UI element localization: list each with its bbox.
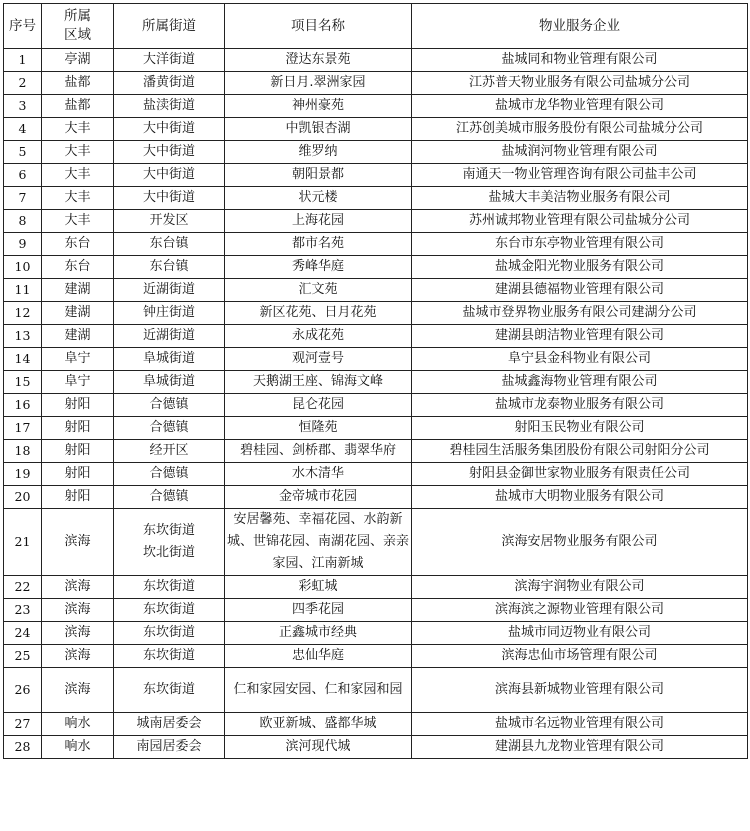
cell-no: 15 <box>4 371 42 394</box>
cell-street: 大中街道 <box>114 164 225 187</box>
table-row <box>4 622 748 645</box>
cell-company: 盐城市名远物业管理有限公司 <box>412 713 748 736</box>
cell-region: 射阳 <box>42 417 114 440</box>
cell-company: 盐城市同迈物业有限公司 <box>412 622 748 645</box>
cell-region: 大丰 <box>42 118 114 141</box>
cell-project: 维罗纳 <box>225 141 412 164</box>
cell-street: 城南居委会 <box>114 713 225 736</box>
header-street: 所属街道 <box>114 4 225 49</box>
cell-no: 4 <box>4 118 42 141</box>
cell-company: 盐城鑫海物业管理有限公司 <box>412 371 748 394</box>
cell-project: 仁和家园安园、仁和家园和园 <box>225 668 412 713</box>
cell-region: 大丰 <box>42 210 114 233</box>
cell-project: 恒隆苑 <box>225 417 412 440</box>
cell-no: 19 <box>4 463 42 486</box>
cell-region: 盐都 <box>42 72 114 95</box>
cell-project: 朝阳景都 <box>225 164 412 187</box>
cell-project: 金帝城市花园 <box>225 486 412 509</box>
table-row <box>4 463 748 486</box>
cell-no: 10 <box>4 256 42 279</box>
cell-project: 中凯银杏湖 <box>225 118 412 141</box>
cell-no: 21 <box>4 509 42 576</box>
cell-street: 南园居委会 <box>114 736 225 759</box>
cell-project: 永成花苑 <box>225 325 412 348</box>
table-row <box>4 576 748 599</box>
cell-street: 合德镇 <box>114 486 225 509</box>
cell-region: 滨海 <box>42 509 114 576</box>
table-row <box>4 713 748 736</box>
cell-region: 响水 <box>42 713 114 736</box>
cell-company: 盐城市大明物业服务有限公司 <box>412 486 748 509</box>
cell-project: 观河壹号 <box>225 348 412 371</box>
cell-project: 昆仑花园 <box>225 394 412 417</box>
header-region: 所属 区域 <box>42 4 114 49</box>
cell-project: 澄达东景苑 <box>225 49 412 72</box>
cell-company: 盐城润河物业管理有限公司 <box>412 141 748 164</box>
cell-no: 24 <box>4 622 42 645</box>
cell-street: 东坎街道 <box>114 622 225 645</box>
cell-project: 上海花园 <box>225 210 412 233</box>
cell-company: 江苏普天物业服务有限公司盐城分公司 <box>412 72 748 95</box>
table-row <box>4 49 748 72</box>
cell-region: 阜宁 <box>42 348 114 371</box>
cell-no: 6 <box>4 164 42 187</box>
cell-region: 滨海 <box>42 645 114 668</box>
table-row <box>4 486 748 509</box>
cell-company: 阜宁县金科物业有限公司 <box>412 348 748 371</box>
cell-region: 滨海 <box>42 668 114 713</box>
cell-no: 12 <box>4 302 42 325</box>
header-project: 项目名称 <box>225 4 412 49</box>
cell-region: 亭湖 <box>42 49 114 72</box>
cell-street: 东坎街道 <box>114 576 225 599</box>
cell-company: 苏州诚邦物业管理有限公司盐城分公司 <box>412 210 748 233</box>
cell-project: 汇文苑 <box>225 279 412 302</box>
cell-street: 东台镇 <box>114 233 225 256</box>
cell-company: 建湖县朗洁物业管理有限公司 <box>412 325 748 348</box>
cell-project: 神州豪苑 <box>225 95 412 118</box>
cell-region: 大丰 <box>42 141 114 164</box>
cell-no: 23 <box>4 599 42 622</box>
cell-no: 9 <box>4 233 42 256</box>
property-table <box>3 3 748 759</box>
cell-company: 盐城同和物业管理有限公司 <box>412 49 748 72</box>
cell-company: 盐城市登界物业服务有限公司建湖分公司 <box>412 302 748 325</box>
table-row <box>4 118 748 141</box>
cell-no: 20 <box>4 486 42 509</box>
header-no: 序号 <box>4 4 42 49</box>
cell-region: 滨海 <box>42 576 114 599</box>
cell-no: 18 <box>4 440 42 463</box>
cell-project: 忠仙华庭 <box>225 645 412 668</box>
cell-no: 28 <box>4 736 42 759</box>
cell-region: 滨海 <box>42 599 114 622</box>
cell-no: 27 <box>4 713 42 736</box>
cell-region: 建湖 <box>42 325 114 348</box>
table-row <box>4 417 748 440</box>
table-row <box>4 325 748 348</box>
cell-street: 合德镇 <box>114 394 225 417</box>
cell-company: 盐城大丰美洁物业服务有限公司 <box>412 187 748 210</box>
cell-street: 经开区 <box>114 440 225 463</box>
cell-company: 碧桂园生活服务集团股份有限公司射阳分公司 <box>412 440 748 463</box>
table-row <box>4 736 748 759</box>
cell-no: 14 <box>4 348 42 371</box>
table-row <box>4 233 748 256</box>
cell-region: 滨海 <box>42 622 114 645</box>
cell-company: 滨海宇润物业有限公司 <box>412 576 748 599</box>
table-row <box>4 302 748 325</box>
cell-company: 盐城市龙华物业管理有限公司 <box>412 95 748 118</box>
cell-company: 射阳县金御世家物业服务有限责任公司 <box>412 463 748 486</box>
cell-region: 大丰 <box>42 187 114 210</box>
table-row <box>4 141 748 164</box>
table-row <box>4 348 748 371</box>
cell-region: 盐都 <box>42 95 114 118</box>
cell-no: 5 <box>4 141 42 164</box>
table-row <box>4 440 748 463</box>
cell-project: 水木清华 <box>225 463 412 486</box>
cell-street: 近湖街道 <box>114 325 225 348</box>
header-company: 物业服务企业 <box>412 4 748 49</box>
cell-project: 秀峰华庭 <box>225 256 412 279</box>
cell-street: 大洋街道 <box>114 49 225 72</box>
cell-no: 1 <box>4 49 42 72</box>
cell-project: 都市名苑 <box>225 233 412 256</box>
cell-company: 建湖县九龙物业管理有限公司 <box>412 736 748 759</box>
cell-company: 盐城市龙泰物业服务有限公司 <box>412 394 748 417</box>
cell-street: 近湖街道 <box>114 279 225 302</box>
table-row <box>4 599 748 622</box>
cell-project: 新日月.翠洲家园 <box>225 72 412 95</box>
cell-street: 东台镇 <box>114 256 225 279</box>
cell-region: 射阳 <box>42 463 114 486</box>
table-row <box>4 256 748 279</box>
cell-region: 大丰 <box>42 164 114 187</box>
cell-project: 彩虹城 <box>225 576 412 599</box>
table-row <box>4 95 748 118</box>
cell-no: 11 <box>4 279 42 302</box>
table-row <box>4 371 748 394</box>
cell-project: 碧桂园、剑桥郡、翡翠华府 <box>225 440 412 463</box>
cell-company: 滨海忠仙市场管理有限公司 <box>412 645 748 668</box>
cell-street: 东坎街道 <box>114 668 225 713</box>
cell-company: 东台市东亭物业管理有限公司 <box>412 233 748 256</box>
cell-region: 建湖 <box>42 302 114 325</box>
table-row <box>4 210 748 233</box>
cell-street: 阜城街道 <box>114 348 225 371</box>
cell-street: 东坎街道 <box>114 599 225 622</box>
cell-project: 欧亚新城、盛都华城 <box>225 713 412 736</box>
table-row <box>4 509 748 576</box>
cell-street: 东坎街道 坎北街道 <box>114 509 225 576</box>
cell-street: 大中街道 <box>114 187 225 210</box>
cell-street: 盐渎街道 <box>114 95 225 118</box>
cell-street: 阜城街道 <box>114 371 225 394</box>
cell-project: 状元楼 <box>225 187 412 210</box>
table-row <box>4 164 748 187</box>
table-body <box>4 49 748 759</box>
cell-company: 射阳玉民物业有限公司 <box>412 417 748 440</box>
cell-no: 16 <box>4 394 42 417</box>
cell-no: 7 <box>4 187 42 210</box>
cell-no: 25 <box>4 645 42 668</box>
cell-region: 建湖 <box>42 279 114 302</box>
cell-company: 盐城金阳光物业服务有限公司 <box>412 256 748 279</box>
cell-region: 响水 <box>42 736 114 759</box>
cell-no: 17 <box>4 417 42 440</box>
cell-project: 新区花苑、日月花苑 <box>225 302 412 325</box>
cell-street: 潘黄街道 <box>114 72 225 95</box>
cell-no: 3 <box>4 95 42 118</box>
cell-project: 四季花园 <box>225 599 412 622</box>
cell-region: 射阳 <box>42 486 114 509</box>
cell-street: 钟庄街道 <box>114 302 225 325</box>
cell-project: 安居馨苑、幸福花园、水韵新城、世锦花园、南湖花园、亲亲家园、江南新城 <box>225 509 412 576</box>
cell-company: 南通天一物业管理咨询有限公司盐丰公司 <box>412 164 748 187</box>
header-row <box>4 4 748 49</box>
table-row <box>4 187 748 210</box>
cell-region: 射阳 <box>42 394 114 417</box>
cell-no: 2 <box>4 72 42 95</box>
cell-region: 阜宁 <box>42 371 114 394</box>
cell-company: 滨海安居物业服务有限公司 <box>412 509 748 576</box>
cell-street: 开发区 <box>114 210 225 233</box>
cell-project: 滨河现代城 <box>225 736 412 759</box>
table-row <box>4 72 748 95</box>
cell-company: 滨海滨之源物业管理有限公司 <box>412 599 748 622</box>
table-row <box>4 668 748 713</box>
cell-region: 东台 <box>42 233 114 256</box>
cell-street: 大中街道 <box>114 141 225 164</box>
cell-company: 建湖县德福物业管理有限公司 <box>412 279 748 302</box>
cell-company: 滨海县新城物业管理有限公司 <box>412 668 748 713</box>
cell-street: 东坎街道 <box>114 645 225 668</box>
cell-region: 射阳 <box>42 440 114 463</box>
cell-region: 东台 <box>42 256 114 279</box>
cell-project: 天鹅湖王座、锦海文峰 <box>225 371 412 394</box>
table-row <box>4 645 748 668</box>
cell-company: 江苏创美城市服务股份有限公司盐城分公司 <box>412 118 748 141</box>
cell-no: 26 <box>4 668 42 713</box>
cell-street: 合德镇 <box>114 463 225 486</box>
table-row <box>4 394 748 417</box>
cell-street: 合德镇 <box>114 417 225 440</box>
cell-no: 13 <box>4 325 42 348</box>
cell-no: 22 <box>4 576 42 599</box>
table-row <box>4 279 748 302</box>
cell-project: 正鑫城市经典 <box>225 622 412 645</box>
cell-no: 8 <box>4 210 42 233</box>
cell-street: 大中街道 <box>114 118 225 141</box>
